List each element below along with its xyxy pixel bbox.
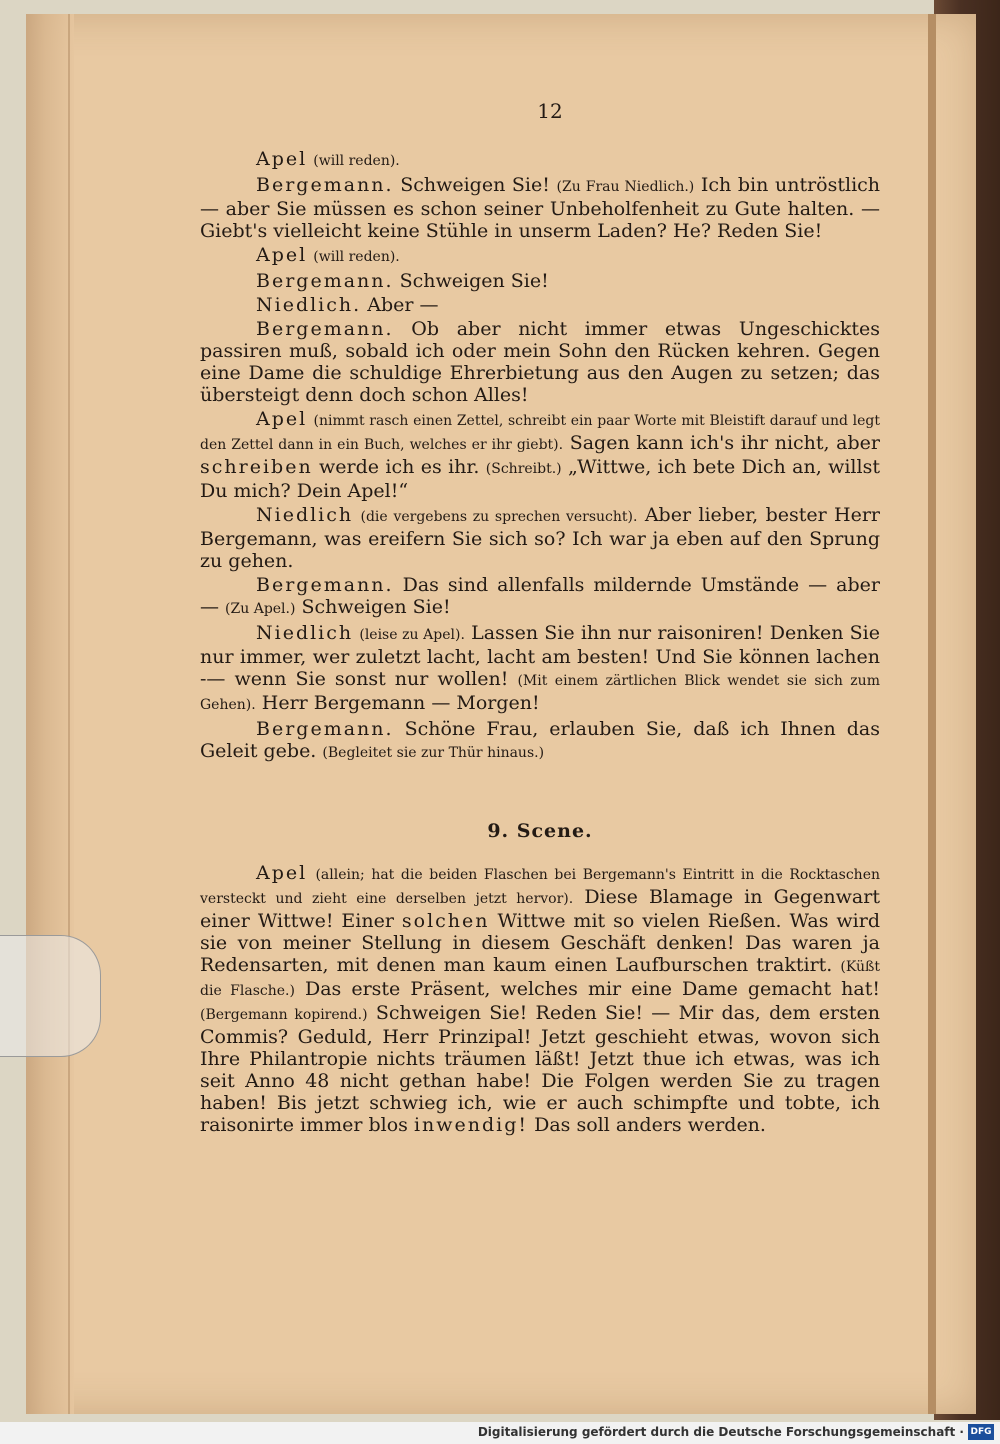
dialogue-text: Lassen Sie ihn nur raisoniren! Denken Sie nur immer, wer zuletzt lacht, lacht am besten! Und Sie können lachen -— wenn Sie sonst nur wollen! [200, 622, 881, 690]
dialogue-line [200, 504, 880, 572]
page-number: 12 [537, 99, 563, 123]
speaker-name: Bergemann. [256, 718, 394, 740]
dialogue-line [200, 148, 880, 172]
page-stack-edge [928, 14, 936, 1414]
speaker-name: Bergemann. [256, 318, 394, 340]
speaker-name: Niedlich. [256, 294, 362, 316]
dialogue-line [200, 174, 880, 242]
dialogue-text: „Wittwe, ich bete Dich an, willst Du mich? Dein Apel!“ [200, 456, 880, 502]
speaker-name: Bergemann. [256, 174, 394, 196]
dialogue-text: Aber — [367, 294, 439, 316]
dialogue-line [200, 574, 880, 620]
dialogue-text: Schweigen Sie! Reden Sie! — Mir das, dem ersten Commis? Geduld, Herr Prinzipal! Jetzt geschieht etwas, wovon sich Ihre Philantropie nichts träumen läßt! Jetzt thue ich etwas, was ich seit Anno 48 nicht gethan habe! Die Folgen werden Sie zu tragen haben! Bis jetzt schwieg ich, wie er auch schimpfte und tobte, ich raisonirte immer blos [200, 1002, 880, 1136]
stage-direction: (Zu Frau Niedlich.) [556, 179, 695, 195]
stage-direction: (leise zu Apel). [359, 627, 465, 643]
speaker-name: Bergemann. [256, 270, 394, 292]
dialogue-text: Ob aber nicht immer etwas Ungeschicktes passiren muß, sobald ich oder mein Sohn den Rücken kehren. Gegen eine Dame die schuldige Ehrerbietung aus den Augen zu setzen; das übersteigt denn doch schon Alles! [200, 318, 880, 406]
stage-direction: (die vergebens zu sprechen versucht). [360, 509, 638, 525]
page-content [200, 100, 880, 1138]
monologue [200, 862, 880, 1136]
page-gutter-shadow [26, 14, 74, 1414]
dialogue-text: werde ich es ihr. [319, 456, 480, 478]
speaker-name: Niedlich [256, 622, 354, 644]
funding-credit: Digitalisierung gefördert durch die Deutsche Forschungsgemeinschaft · [477, 1425, 964, 1439]
dfg-logo: DFG [968, 1424, 994, 1440]
speaker-name: Apel [256, 148, 308, 170]
speaker-name: Apel [256, 408, 308, 430]
stage-direction: (Mit einem zärtlichen Blick wendet sie sich zum Gehen). [200, 673, 880, 713]
dialogue-text: Diese Blamage in Gegenwart einer Wittwe! Einer [200, 886, 880, 932]
stage-direction: (Bergemann kopirend.) [200, 1007, 368, 1023]
scene-heading: 9. Scene. [487, 820, 593, 842]
dialogue-line [200, 318, 880, 406]
dialogue-text: Aber lieber, bester Herr Bergemann, was ereifern Sie sich so? Ich war ja eben auf den Sprung zu gehen. [200, 504, 881, 572]
dialogue-text: Schweigen Sie! [301, 596, 451, 618]
credit-bar [0, 1422, 1000, 1444]
stage-direction: (Zu Apel.) [225, 601, 296, 617]
dialogue-text: Herr Bergemann — Morgen! [261, 692, 540, 714]
dialogue-line [200, 408, 880, 502]
dialogue-line [200, 270, 880, 292]
speaker-name: Niedlich [256, 504, 354, 526]
stage-direction: (allein; hat die beiden Flaschen bei Bergemann's Eintritt in die Rocktaschen versteckt und zieht eine derselben jetzt hervor). [200, 867, 880, 907]
dialogue-text: Das erste Präsent, welches mir eine Dame gemacht hat! [305, 978, 881, 1000]
emphasized-text: inwendig! [413, 1114, 529, 1136]
dialogue-line [200, 622, 880, 716]
page-fold-line [68, 14, 70, 1414]
dialogue-line [200, 294, 880, 316]
stage-direction: (will reden). [313, 249, 400, 265]
dialogue-text: Schweigen Sie! [400, 174, 550, 196]
dialogue-text: Schöne Frau, erlauben Sie, daß ich Ihnen das Geleit gebe. [200, 718, 880, 762]
stage-direction: (Schreibt.) [485, 461, 562, 477]
emphasized-text: schreiben [200, 456, 313, 478]
dialogue-text: Wittwe mit so vielen Rießen. Was wird sie von meiner Stellung in diesem Geschäft denken! Das waren ja Redensarten, mit denen man kaum einen Laufburschen traktirt. [200, 910, 880, 976]
speaker-name: Apel [256, 862, 308, 884]
dialogue-text: Das soll anders werden. [534, 1114, 766, 1136]
speaker-name: Bergemann. [256, 574, 394, 596]
dialogue-text: Das sind allenfalls mildernde Umstände — aber — [200, 574, 880, 618]
dialogue-line [200, 718, 880, 764]
page-clip [0, 935, 101, 1057]
speaker-name: Apel [256, 244, 308, 266]
dialogue-text: Schweigen Sie! [399, 270, 549, 292]
stage-direction: (Küßt die Flasche.) [200, 959, 880, 999]
stage-direction: (nimmt rasch einen Zettel, schreibt ein paar Worte mit Bleistift darauf und legt den Zettel dann in ein Buch, welches er ihr giebt). [200, 413, 880, 453]
emphasized-text: solchen [401, 910, 490, 932]
dialogue-text: Sagen kann ich's ihr nicht, aber [569, 432, 880, 454]
stage-direction: (Begleitet sie zur Thür hinaus.) [322, 745, 545, 761]
stage-direction: (will reden). [313, 153, 400, 169]
dialogue-line [200, 244, 880, 268]
dialogue-text: Ich bin untröstlich — aber Sie müssen es schon seiner Unbeholfenheit zu Gute halten. — Giebt's vielleicht keine Stühle in unserm Laden? He? Reden Sie! [200, 174, 881, 242]
